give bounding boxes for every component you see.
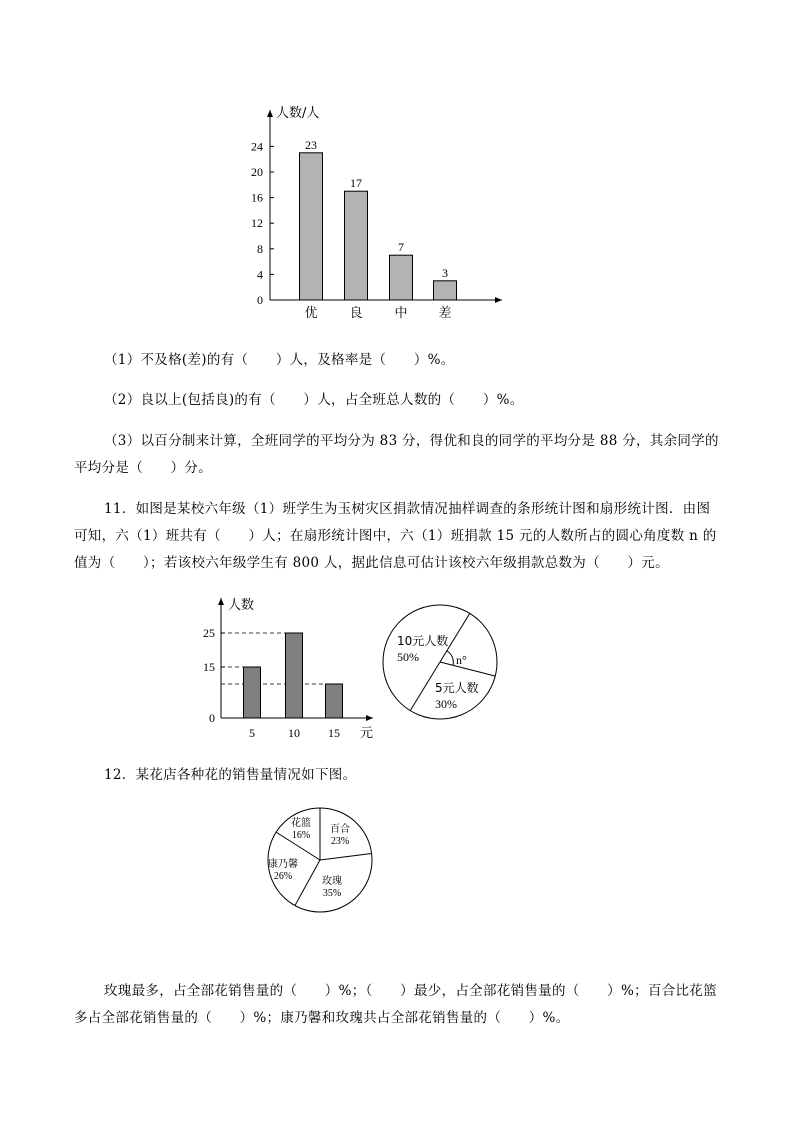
slice-label: 玫瑰 [322, 876, 342, 887]
y-axis-label: 人数 [228, 598, 255, 613]
y-tick-label: 4 [257, 267, 263, 282]
x-axis-arrow [366, 715, 373, 721]
q10-line2: （2）良以上(包括良)的有（ ）人，占全班总人数的（ ）%。 [104, 392, 524, 408]
y-tick-label: 25 [203, 626, 215, 640]
slice-pct: 16% [291, 830, 311, 841]
y-tick-label: 16 [251, 190, 263, 205]
q11-line2: 可知，六（1）班共有（ ）人；在扇形统计图中，六（1）班捐款 15 元的人数所占的圆心角度数 n 的 [74, 528, 717, 544]
q10-line1: （1）不及格(差)的有（ ）人，及格率是（ ）%。 [104, 352, 455, 368]
bar [434, 281, 457, 300]
bar-value-label: 23 [305, 137, 317, 152]
y-tick-label: 8 [257, 241, 263, 256]
q11-line3: 值为（ ）；若该校六年级学生有 800 人，据此信息可估计该校六年级捐款总数为（ ）元。 [74, 555, 669, 571]
slice-pct: 23% [330, 836, 350, 847]
bar-value-label: 7 [398, 240, 404, 255]
flower-pie-chart [262, 800, 382, 920]
x-category-label: 15 [328, 726, 340, 740]
y-tick-label: 12 [251, 216, 263, 231]
y-axis-label: 人数/人 [276, 106, 320, 121]
q10-line3a: （3）以百分制来计算，全班同学的平均分为 83 分，得优和良的同学的平均分是 88 分，其余同学的 [104, 433, 719, 449]
y-tick-label: 0 [209, 711, 215, 725]
y-tick-label: 15 [203, 660, 215, 674]
bar [286, 633, 303, 718]
bar [300, 153, 323, 300]
donation-bar-chart [195, 592, 385, 747]
q12-line1: 玫瑰最多，占全部花销售量的（ ）%；（ ）最少，占全部花销售量的（ ）%；百合比花篮 [104, 983, 717, 999]
x-category-label: 5 [249, 726, 255, 740]
bar [326, 684, 343, 718]
x-axis-label: 元 [360, 726, 374, 741]
slice-label: 百合 [330, 824, 350, 835]
q12-title: 12．某花店各种花的销售量情况如下图。 [104, 767, 357, 783]
slice-label: 花篮 [291, 818, 311, 829]
y-axis-arrow [218, 598, 224, 605]
q10-line3b: 平均分是（ ）分。 [74, 460, 212, 476]
q12-line2: 多占全部花销售量的（ ）%；康乃馨和玫瑰共占全部花销售量的（ ）%。 [74, 1010, 570, 1026]
bar [345, 191, 368, 300]
q11-line1: 11．如图是某校六年级（1）班学生为玉树灾区捐款情况抽样调查的条形统计图和扇形统计图．由图 [104, 501, 711, 517]
y-tick-label: 0 [257, 293, 263, 307]
slice-label: 康乃馨 [268, 859, 298, 870]
bar [390, 255, 413, 300]
slice-pct: 26% [273, 871, 293, 882]
donation-pie-chart [380, 600, 500, 724]
y-tick-label: 20 [251, 165, 263, 179]
bar-value-label: 17 [350, 176, 362, 191]
slice-pct: 35% [322, 888, 342, 899]
slice-pct: 50% [397, 650, 419, 664]
bar-value-label: 3 [442, 265, 448, 280]
bar [244, 667, 261, 718]
x-category-label: 10 [288, 726, 300, 740]
x-category-label: 良 [349, 306, 363, 321]
x-axis-arrow [495, 297, 502, 303]
x-category-label: 中 [394, 306, 408, 321]
y-tick-label: 24 [251, 139, 263, 154]
slice-pct: 30% [435, 697, 457, 711]
y-axis-arrow [267, 110, 273, 117]
slice-label: 10元人数 [397, 634, 449, 648]
slice-label: 5元人数 [435, 681, 479, 695]
angle-label: n° [456, 653, 467, 667]
grade-bar-chart [240, 95, 520, 330]
x-category-label: 差 [438, 306, 452, 321]
x-category-label: 优 [304, 306, 318, 321]
